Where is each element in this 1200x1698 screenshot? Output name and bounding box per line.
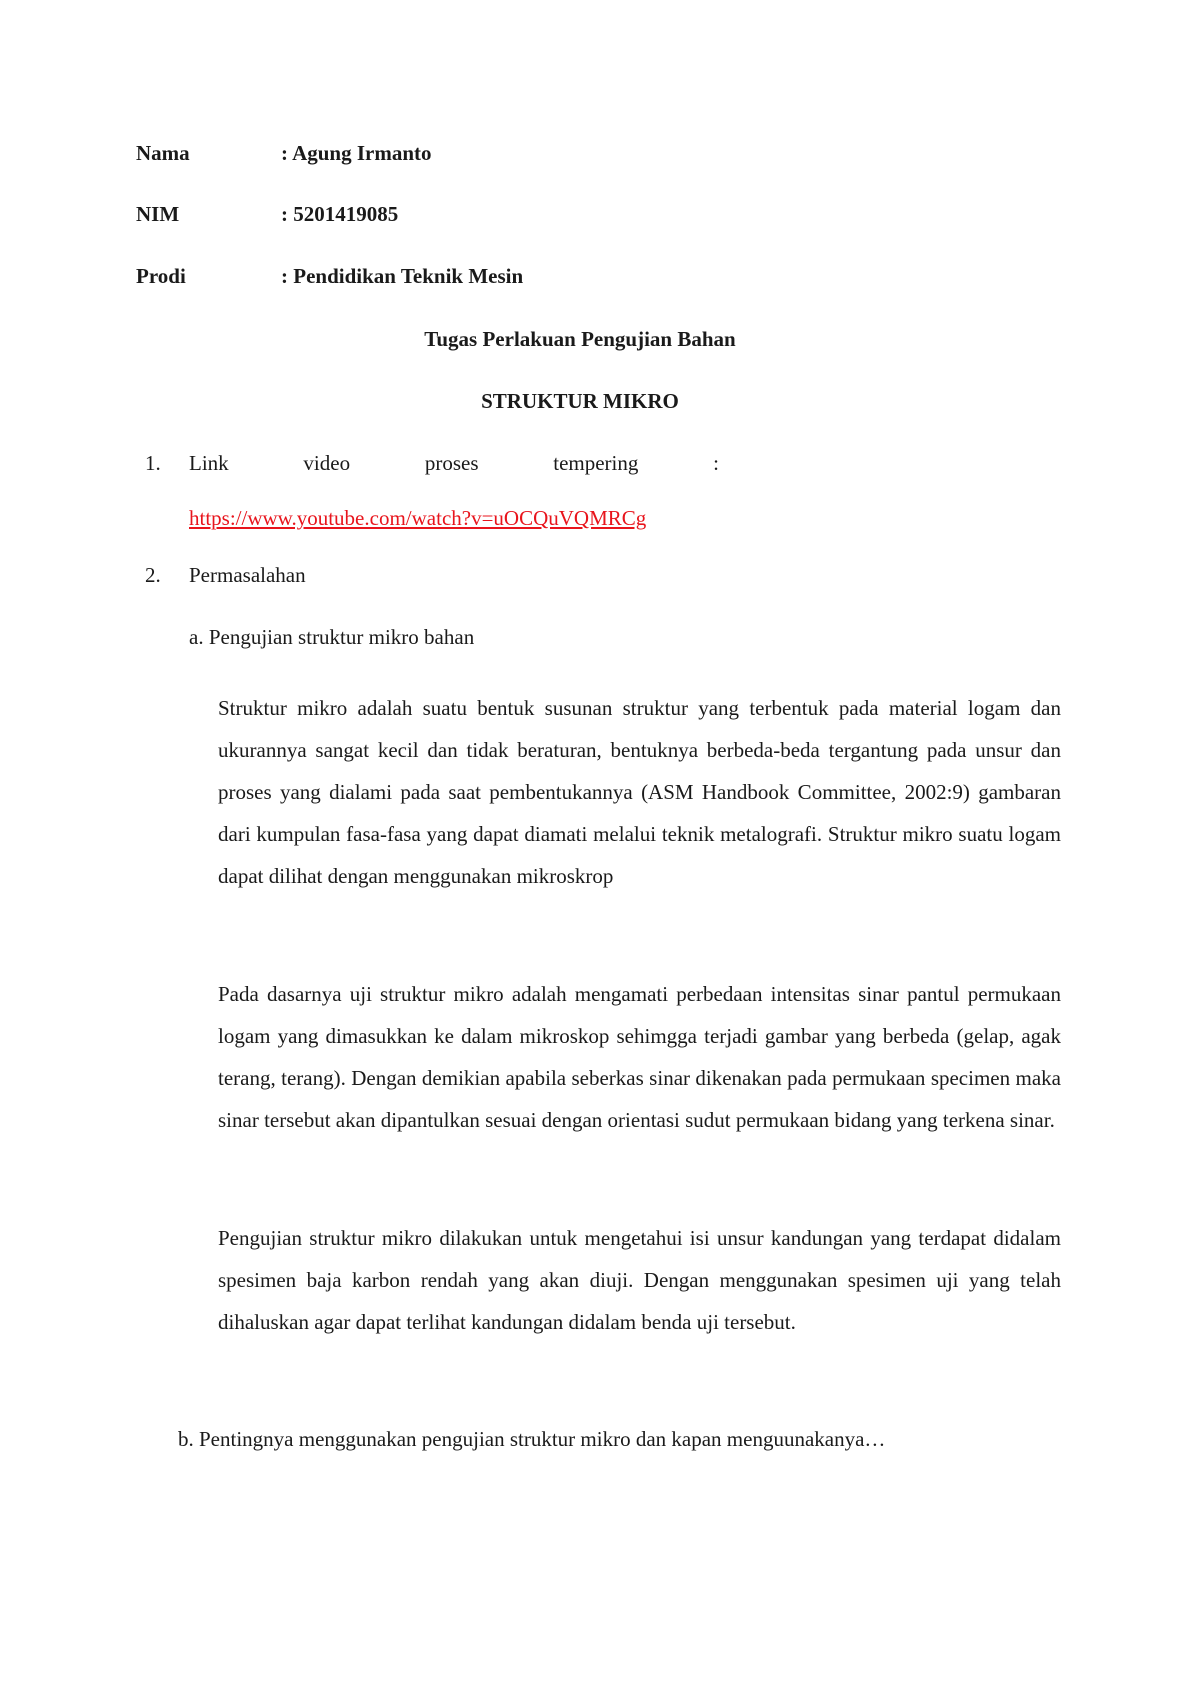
nama-value: : Agung Irmanto [281, 141, 432, 165]
paragraph-2: Pada dasarnya uji struktur mikro adalah mengamati perbedaan intensitas sinar pantul permukaan logam yang dimasukkan ke dalam mikroskop sehimgga terjadi gambar yang berbeda (gelap, agak terang, terang). Dengan demikian apabila seberkas sinar dikenakan pada permukaan specimen maka sinar tersebut akan dipantulkan sesuai dengan orientasi sudut permukaan bidang yang terkena sinar. [218, 982, 1061, 1132]
paragraph-1: Struktur mikro adalah suatu bentuk susunan struktur yang terbentuk pada material logam dan ukurannya sangat kecil dan tidak beraturan, bentuknya berbeda-beda tergantung pada unsur dan proses yang dialami pada saat pembentukannya (ASM Handbook Committee, 2002:9) gambaran dari kumpulan fasa-fasa yang dapat diamati melalui teknik metalografi. Struktur mikro suatu logam dapat dilihat dengan menggunakan mikroskrop [218, 696, 1061, 888]
section-b-heading: b. Pentingnya menggunakan pengujian struktur mikro dan kapan menguunakanya… [178, 1427, 886, 1451]
item-1-word: proses [424, 451, 479, 475]
item-2-number: 2. [145, 563, 161, 587]
paragraph-3: Pengujian struktur mikro dilakukan untuk mengetahui isi unsur kandungan yang terdapat didalam spesimen baja karbon rendah yang akan diuji. Dengan menggunakan spesimen uji yang telah dihaluskan agar dapat terlihat kandungan didalam benda uji tersebut. [218, 1226, 1061, 1334]
youtube-link[interactable]: https://www.youtube.com/watch?v=uOCQuVQMRCg [189, 506, 647, 530]
item-1-word: video [303, 451, 351, 475]
document-title: Tugas Perlakuan Pengujian Bahan [424, 327, 736, 351]
nama-label: Nama [136, 141, 190, 165]
item-1-text [189, 448, 719, 478]
prodi-label: Prodi [136, 264, 186, 288]
item-1-word: : [713, 451, 719, 475]
document-subtitle: STRUKTUR MIKRO [481, 389, 679, 413]
item-1-number: 1. [145, 451, 161, 475]
nim-label: NIM [136, 202, 180, 226]
nim-value: : 5201419085 [281, 202, 399, 226]
item-1-word: Link [189, 451, 229, 475]
prodi-value: : Pendidikan Teknik Mesin [281, 264, 524, 288]
item-2-label: Permasalahan [189, 563, 306, 587]
item-1-word: tempering [553, 451, 639, 475]
section-a-heading: a. Pengujian struktur mikro bahan [189, 625, 475, 649]
